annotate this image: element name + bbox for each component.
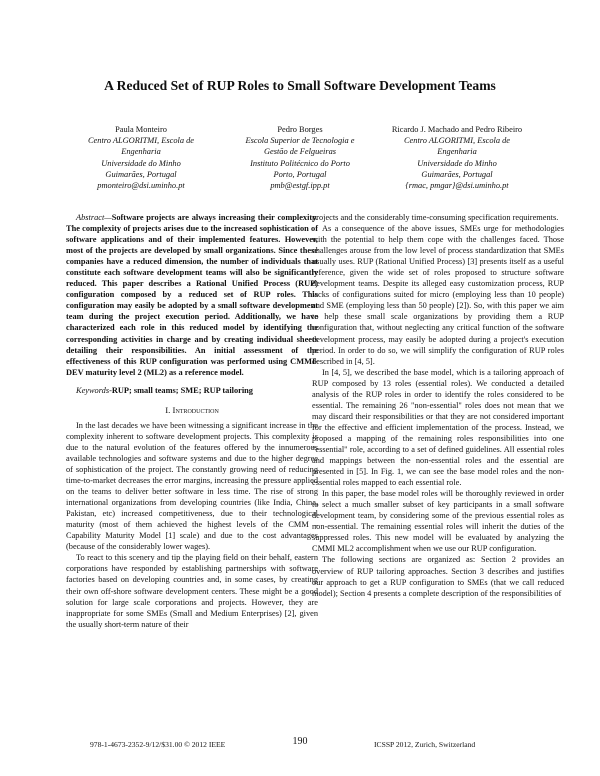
keywords [66,385,318,396]
keywords-text: RUP; small teams; SME; RUP tailoring [111,385,253,395]
author-block-2 [225,124,375,191]
paragraph: In this paper, the base model roles will be thoroughly reviewed in order to select a much smaller subset of key participants in a small software development team, by considering some of the previous essential roles as non-essential. The remaining essential roles will inherit the duties of the suppressed roles. This new model will be evaluated by analyzing the CMMI ML2 accomplishment when we use our RUP configuration. [312,489,564,554]
footer-conference: ICSSP 2012, Zurich, Switzerland [374,740,476,749]
author-affiliation-line: Centro ALGORITMI, Escola de [403,136,511,146]
section-heading: I. Introduction [165,404,219,415]
author-affiliation-line: Engenharia [437,147,477,157]
abstract-label: Abstract— [76,213,112,222]
author-email: pmonteiro@dsi.uminho.pt [97,181,185,191]
author-affiliation-line: Guimarães, Portugal [105,169,177,179]
author-affiliation-line: Universidade do Minho [417,158,497,168]
author-email: pmb@estgf.ipp.pt [270,181,330,191]
author-name: Paula Monteiro [115,125,167,134]
keywords-label: Keywords- [76,385,112,395]
right-column [312,212,564,599]
author-affiliation-line: Escola Superior de Tecnologia e [245,136,355,146]
author-affiliation-line: Centro ALGORITMI, Escola de [87,136,195,146]
author-affiliation-line: Guimarães, Portugal [421,169,493,179]
author-affiliation-line: Universidade do Minho [101,158,181,168]
author-block-3 [382,124,532,191]
author-name: Ricardo J. Machado and Pedro Ribeiro [391,125,523,134]
page-number: 190 [292,736,308,747]
paragraph: The following sections are organized as: Section 2 provides an overview of RUP tailoring approaches. Section 3 describes and justifies our approach to get a RUP configuration to SMEs (that we call reduced model); Section 4 presents a complete description of the responsibilities of [312,555,564,598]
left-column [66,212,318,630]
paragraph: projects and the considerably time-consuming specification requirements. [312,213,559,222]
paragraph: In the last decades we have been witnessing a significant increase in the complexity inherent to software development projects. This complexity is due to the natural evolution of the features offered by the innumerous available technologies and software systems and due to the higher degree of sophistication of the project. The constantly growing need of reducing time-to-market decreases the error margins, increasing the pressure applied on the teams to deliver better software in less time. The rise of strong international organizations from developing countries (like India, China, Pakistan, etc) increased competitiveness, due to their technological maturity (most of them achieved the highest levels of the CMM – Capability Maturity Model [1] scale) and due to the cost advantages (because of the considerably lower wages). [66,420,318,552]
abstract [66,212,318,378]
paper-title: A Reduced Set of RUP Roles to Small Software Development Teams [104,78,496,93]
author-affiliation-line: Gestão de Felgueiras [263,147,337,157]
author-block-1 [66,124,216,191]
paragraph: To react to this scenery and tip the playing field on their behalf, eastern corporations have responded by establishing partnerships with software factories based on developing countries and, in some cases, by creating their own off-shore software development centers. These might be a good solution for large scale corporations and projects. However, they are inappropriate for some SMEs (Small and Medium Enterprises) [2], given the usually short-term nature of their [66,553,318,629]
paragraph: As a consequence of the above issues, SMEs urge for methodologies with the potential to help them cope with the challenges faced. Those challenges arouse from the low level of process standardization that SMEs usually uses. RUP (Rational Unified Process) [3] presents itself as a useful reference, given the wide set of roles proposed to structure software development teams. Despite its alleged easy customization process, RUP lacks of configurations suited for micro (employing less than 10 people) and SME (employing less than 50 people) [2]). So, with this paper we aim to help these small scale organizations by providing them a RUP configuration that, without neglecting any critical function of the software development process, may easily be adopted during a project's execution period. In order to do so, we will simplify the configuration of RUP roles described in [4, 5]. [312,224,564,366]
author-affiliation-line: Instituto Politécnico do Porto [250,158,350,168]
author-affiliation-line: Engenharia [121,147,161,157]
author-affiliation-line: Porto, Portugal [273,169,327,179]
footer-isbn: 978-1-4673-2352-9/12/$31.00 © 2012 IEEE [90,740,226,749]
author-email: {rmac, pmgar}@dsi.uminho.pt [405,181,509,191]
author-name: Pedro Borges [277,125,323,134]
abstract-text: Software projects are always increasing their complexity. The complexity of projects arises due to the increased sophistication of software applications and of their implemented features. However, most of the projects are developed by small organizations. Since these companies have a reduced dimension, the number of individuals that constitute each software development teams will also be significantly reduced. This paper describes a Rational Unified Process (RUP) configuration composed by a reduced set of RUP roles. This configuration may easily be adopted by a small software development team during the project execution period. Additionally, we have characterized each role in this reduced model by identifying the corresponding activities in charge and by creating individual sheets detailing their responsibilities. An initial assessment of the effectiveness of this RUP configuration was performed using CMMI-DEV maturity level 2 (ML2) as a reference model. [66,213,318,377]
paragraph: In [4, 5], we described the base model, which is a tailoring approach of RUP composed by 13 roles (essential roles). We conducted a detailed analysis of the RUP roles in order to identify the roles considered to be essential. The remaining 26 "non-essential" roles does not mean that we may discard their responsibilities or that they are not considered important for the effective and efficient implementation of the process. Instead, we proposed a mapping of the remaining roles responsibilities into one "essential" role, according to a set of defined guidelines. All essential roles and mappings between the non-essential roles and the essential are presented in [5]. In Fig. 1, we can see the base model roles and the non-essential roles mapped to each essential role. [312,367,564,488]
